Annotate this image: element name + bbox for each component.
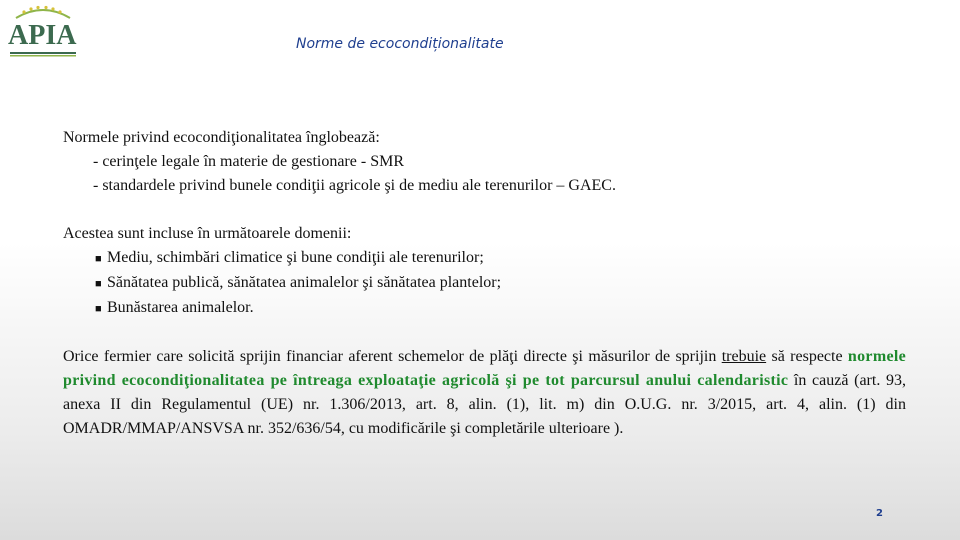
domain-label: Bunăstarea animalelor. [107,299,254,316]
apia-logo [6,4,80,60]
main-content [63,126,906,441]
domain-list-item [63,246,906,271]
domain-label: Mediu, schimbări climatice şi bune condiţii ale terenurilor; [107,249,484,266]
section1-item-gaec: - standardele privind bunele condiţii agricole şi de mediu ale terenurilor – GAEC. [93,177,616,194]
page-title: Norme de ecocondiționalitate [296,36,504,52]
spacer [63,321,906,345]
requirement-text-1: Orice fermier care solicită sprijin financiar aferent schemelor de plăţi directe şi măsurilor de sprijin [63,348,722,365]
requirement-text-3: în cauză (art. 93, anexa II din Regulamentul (UE) nr. 1.306/2013, art. 8, alin. (1), lit. m) din O.U.G. nr. 3/2015, art. 4, alin. (1) din OMADR/MMAP/ANSVSA nr. 352/636/54, cu modificările şi completările ulterioare ). [63,372,907,437]
square-bullet-icon: ■ [95,253,102,265]
domain-label: Sănătatea publică, sănătatea animalelor şi sănătatea plantelor; [107,274,502,291]
page-number: 2 [876,508,883,519]
spacer [63,198,906,222]
domain-list-item [63,271,906,296]
square-bullet-icon: ■ [95,303,102,315]
logo-text: APIA [8,20,77,51]
section2-intro: Acestea sunt incluse în următoarele domenii: [63,225,352,242]
requirement-text-2: să respecte [766,348,848,365]
section1-intro: Normele privind ecocondiţionalitatea înglobează: [63,129,380,146]
requirement-must: trebuie [721,348,767,365]
section1-item-smr: - cerinţele legale în materie de gestionare - SMR [93,153,404,170]
requirement-paragraph [63,345,906,441]
square-bullet-icon: ■ [95,278,102,290]
requirement-highlight: normele privind ecocondiţionalitatea pe întreaga exploataţie agricolă şi pe tot parcursul anului calendaristic [63,348,906,389]
domain-list-item [63,296,906,321]
